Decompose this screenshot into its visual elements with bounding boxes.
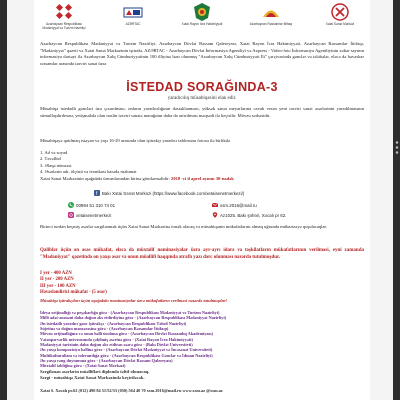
logo-xatai-art-center — [314, 2, 366, 40]
list-item: 2. Təvəllüd — [40, 156, 61, 162]
list-item: 3. Əlaqə nömrəsi — [40, 162, 72, 168]
nomination-item: Multikulturalizm və tolerantlığa görə - (Azərbaycan Respublikası Gənclər və İdman Nazirliyi) — [40, 352, 213, 358]
announcement-document — [34, 0, 370, 400]
requirements-paragraph: Müsabiqəyə qatılmaq istəyən və yaşı 16-29 arasında olan iştirakçı yaradıcı tablosunu fotosu ilə birlikdə — [40, 138, 230, 143]
deadline-text: 2018 -ci il aprel ayının 30-nadək — [171, 176, 234, 181]
nomination-item: Ən yaxşı kompozisiya həllinə görə - (Azərbaycan Dövlət Mədəniyyət və İncəsənət Universiteti) — [40, 347, 213, 353]
submission-paragraph — [40, 176, 364, 183]
instagram-handle[interactable]: xetaisenetmerkezi — [76, 212, 112, 218]
svg-text:f: f — [96, 191, 98, 196]
ministry-culture-logo-icon — [54, 2, 74, 22]
page-subtitle: yaradıcılıq müsabiqəsini elan edir. — [167, 96, 237, 101]
contact-instagram[interactable] — [68, 212, 111, 218]
logo-caption: Azərbaycan Rəssamlar İttifaqı — [249, 22, 293, 26]
contact-phone[interactable] — [68, 202, 115, 208]
logo-caption: Xətai Rayon İcra Hakimiyyəti — [181, 22, 223, 26]
intro-paragraph: Azərbaycan Respublikası Mədəniyyət və Turizm Nazirliyi, Azərbaycan Dövlət Rəssam Qalereyası, Xətai Rayon İcra Hakimiyyəti, Azərbaycan Rəssamlar İttifaqı, "Mədəniyyət" qəzeti və Xətai Sənət Mərkəzinin iştirakı, AZƏRTAC - Azərbaycan Dövlət İnformasiya Agentliyi və Azpress - Video-foto İnformasiya Agentliyinin xəbər sayının informasiya dəstəyi ilə Azərbaycan Xalq Cümhuriyyətinin 100 illiyinə həsr olunmuş "Azərbaycan Xalq Cümhuriyyəti İli" çərçivəsində gənclər və tələbələr, eləcə də həvəskar rəssamlar arasında təsviri sənət üzrə — [40, 41, 364, 66]
submission-text: Xətai Sənət Mərkəzinin aşağıdakı ünvanlarından birinə göndərməlidir: — [40, 176, 170, 181]
closing-block — [40, 369, 364, 382]
logo-caption: Xətai Sənət Mərkəzi — [325, 22, 355, 26]
logo-ministry — [38, 2, 90, 40]
azdra-logo-icon — [123, 2, 143, 22]
address-text: Az1025. Bakı şəhəri, Xocalı pr 62. — [220, 212, 287, 218]
first-round-paragraph: Birinci turdan keçmiş əsərlər sərgilənmək üçün Xətai Sənət Mərkəzinə örnək alacaq və müsabiqənin mükafatlarını almaq uğrunda mübarizəyə qoşulacaqlar. — [40, 224, 327, 229]
left-edge — [0, 0, 7, 400]
nomination-item: Süjetinə və doğun mənzərəsinə görə - (Azərbaycan Rəssamlar İttifaqı) — [40, 326, 169, 332]
nomination-item: Milli adət-ənənəni daha doğun əks etdirdiyinə görə - (Azərbaycan Respublikası Mədəniyyət Nazirliyi) — [40, 315, 227, 321]
logo-azdra — [107, 2, 159, 40]
instagram-icon — [68, 212, 74, 218]
contact-address — [212, 212, 286, 218]
nomination-item: Ən istedadlı yaradıcı gənc iştirakçı - (Azərbaycan Respublikası Təhsil Nazirliyi) — [40, 320, 187, 326]
prize-highlight-paragraph: Qaliblər üçün ən əsas mükafat, eləcə də müxtəlif nominasiyalar üzrə ayr-ayrı idarə və təşkilatların mükafatlarının verilməsi, eyni zamanda "Mədəniyyət" qəzetində on yaxşı əsər və onun müəllifi haqqında ətraflı yazı dərc olunması nəzərdə tutulmuşdur. — [40, 248, 364, 260]
scroll-indicator-icon — [395, 140, 399, 154]
email-icon — [212, 202, 218, 208]
prize-item: I yer - 400 AZN — [40, 271, 72, 276]
list-item: 1. Ad və soyad — [40, 150, 68, 155]
requirements-list — [40, 150, 137, 176]
prize-item: Həvəsləndirici mükafat - (5 əsər) — [40, 289, 107, 295]
prize-item: II yer - 200 AZN — [40, 277, 74, 283]
right-edge — [393, 0, 400, 400]
artists-union-logo-icon — [261, 2, 281, 22]
contact-email[interactable] — [212, 202, 257, 208]
nomination-item: Müxtəlif təbliğinə görə - (Xətai Sənət Mərkəzi) — [40, 363, 126, 369]
logo-artists-union — [245, 2, 297, 40]
nominations-title: Müsabiqə iştirakçıları üçün aşağıdakı nominasiyalar üzrə mükafatların verilməsi nəzərdə tutulmuşdur! — [40, 298, 228, 303]
nominations-list — [40, 310, 364, 369]
facebook-link[interactable]: Bakı Xətai Sənət Mərkəzi (https://www.facebook.com/xetaisenetmerkezi/) — [102, 190, 245, 196]
closing-line: Sərgi - müsabiqə Xətai Sənət Mərkəzində keçiriləcək. — [40, 375, 145, 381]
xatai-emblem-icon — [192, 2, 212, 22]
logo-row — [38, 2, 366, 40]
phone-number[interactable]: 00994 51 310 74 01 — [76, 202, 116, 208]
list-item: 4. Əsərlərin adı, ölçüsü və texnikası barədə məlumat — [40, 169, 137, 175]
nomination-item: İdeya orijinallığı və peşəkarlığa görə - (Azərbaycan Respublikası Mədəniyyət və Turizm Nazirliyi) — [40, 310, 220, 315]
prize-item: III yer - 100 AZN — [40, 283, 76, 289]
nomination-item: Vətənpərvərlik mövzusunda çəkilmiş əsərinə görə - (Xətai Rayon İcra Hakimiyyəti) — [40, 336, 193, 342]
footer-contacts: Xətai S. Xocalı pr.62 (012) 490 84 51/52/53 (050) 564 40 70 xsm.2016@mail.ru www.xsm.az @xsm.az — [40, 388, 223, 393]
contact-facebook[interactable] — [94, 190, 244, 196]
closing-line: Sərgilənən əsərlərin müəllifləri diplomla təltif olunacaq. — [40, 369, 150, 374]
xatai-art-center-logo-icon — [330, 2, 350, 22]
facebook-icon — [94, 190, 100, 196]
nomination-item: Mədəniyyət tarixinin daha doğun əks etdirən əsərə görə - (Bakı Dövlət Universiteti) — [40, 342, 193, 348]
page-title: İSTEDAD SORAĞINDA-3 — [126, 80, 278, 94]
location-pin-icon — [212, 212, 218, 218]
logo-caption: AZƏRTAC — [125, 22, 141, 26]
email-link[interactable]: xsm.2016@mail.ru — [220, 202, 257, 208]
purpose-paragraph: Müsabiqə istedadlı gəncləri üzə çıxarılması, onların yaradıcılığının dəstəklənməsi, yüksək sənət meyarlarına cavab verən yeni təsviri sənət əsərlərinin yaradılmasının stimullaşdırılması, yetişməkdə olan nəslin təsviri sənətə marağının daha da artırılması məqsədi ilə keçirilir. Mövzu sərbəstdir. — [40, 106, 364, 118]
nomination-item: Mövzu orijinallığına və onun həlli üsuluna görə - (Azərbaycan Dövlət Rəssamlıq Akademiyası) — [40, 331, 213, 337]
nomination-item: Ən yaxşı rəng duyumuna görə - (Azərbaycan Dövlət Rəssam Qalereyası) — [40, 358, 173, 364]
phone-icon — [68, 202, 74, 208]
logo-caption: Azərbaycan Respublikası Mədəniyyət və Turizm Nazirliyi — [42, 22, 86, 30]
prize-list — [40, 271, 107, 296]
logo-xatai — [176, 2, 228, 40]
